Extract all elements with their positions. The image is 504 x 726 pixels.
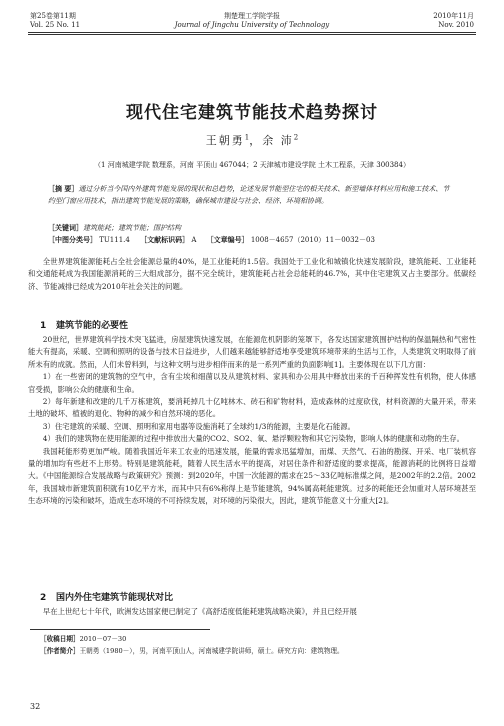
paragraph: 1）在一些密闭的建筑物的空气中，含有尘埃和细菌以及从建筑材料、家具和办公用具中释放出来的千百种挥发性有机物，使人体感官受损，影响公众的健康和生命。	[28, 372, 476, 394]
intro-paragraph	[28, 256, 476, 293]
journal-name-en: Journal of Jingchu University of Technology	[174, 21, 330, 29]
journal-volume: 第25卷第11期	[30, 12, 76, 20]
keywords-text: 建筑能耗；建筑节能；围护结构	[83, 224, 181, 232]
class-label: ［中图分类号］	[48, 235, 97, 244]
section-heading	[40, 590, 173, 603]
section-title: 建筑节能的必要性	[56, 321, 129, 331]
abstract	[48, 183, 456, 207]
received-label: ［收稿日期］	[40, 635, 80, 643]
abstract-text: 通过分析当今国内外建筑节能发展的现状和总趋势，论述发展节能型住宅的相关技术、新型墙体材料应用和施工技术、节约型门窗应用技术，指出建筑节能发展的策略，确保城市建设与社会、经济、环境相协调。	[48, 185, 450, 205]
author-bio: 王朝勇（1980－），男，河南平顶山人，河南城建学院讲师，硕士。研究方向：建筑物理。	[79, 647, 344, 655]
keywords-label: ［关键词］	[48, 223, 83, 232]
paragraph: 早在上世纪七十年代，欧洲发达国家便已制定了《高舒适度低能耗建筑战略决策》，并且已经开展	[42, 607, 357, 616]
section-2-body	[28, 606, 476, 618]
author-name: 余 沛	[262, 134, 294, 147]
article-id-value: 1008－4657（2010）11－0032－03	[250, 236, 375, 244]
doc-code-label: ［文献标识码］	[140, 235, 190, 244]
affiliation: （1 河南城建学院 数理系，河南 平顶山 467044；2 天津城市建设学院 土木工程系，天津 300384）	[94, 161, 410, 169]
article-id-label: ［文章编号］	[206, 235, 249, 244]
class-value: TU111.4	[99, 236, 130, 244]
issue-date-en: Nov. 2010	[438, 21, 474, 29]
section-heading	[40, 318, 128, 331]
doc-code-value: A	[191, 236, 197, 244]
page-number: 32	[30, 702, 41, 711]
author-separator: ，	[249, 134, 263, 147]
header-rule	[28, 32, 476, 33]
paragraph: 2）每年新建和改建的几千万栋建筑，要消耗掉几十亿吨林木、砖石和矿物材料，造成森林的过度砍伐，材料资源的大量开采，带来土地的破坏、植被的退化、物种的减少和自然环境的恶化。	[28, 397, 476, 419]
author-affil-mark: 2	[293, 133, 299, 142]
received-date: 2010－07－30	[79, 635, 127, 643]
section-title: 国内外住宅建筑节能现状对比	[56, 593, 174, 603]
author-line	[0, 132, 504, 148]
paragraph: 我国耗能形势更加严峻。随着我国近年来工农业的迅速发展，能量的需求迅猛增加，而煤、天然气、石油的勘探、开采、电厂装机容量的增加均有些赶不上形势。特别是建筑能耗，随着人民生活水平的提高，对居住条件和舒适度的要求提高，能源消耗的比例将日益增大。《中国能源综合发展战略与政策研究》预测：到2020年，中国一次能源的需求在25～33亿吨标准煤之间，是2002年的2.2倍。2002年，我国城市新建筑面积就有10亿平方米，而其中只有6%称得上是节能建筑，94%属高耗能建筑。过多的耗能还会加重对人居环境甚至生态环境的污染和破坏，造成生态环境的不可持续发展，对环境的污染很大，因此，建筑节能意义十分重大[2]。	[28, 446, 476, 506]
section-number: 1	[40, 321, 47, 331]
paragraph: 3）住宅建筑的采暖、空调、照明和家用电器等设施消耗了全球约1/3的能源，主要是化石能源。	[42, 421, 356, 431]
journal-volume-en: Vol. 25 No. 11	[30, 21, 81, 29]
author-name: 王朝勇	[205, 134, 245, 147]
journal-name: 荆楚理工学院学报	[224, 12, 280, 20]
footnote-rule	[30, 629, 210, 630]
section-number: 2	[40, 593, 47, 603]
paragraph: 全世界建筑能源能耗占全社会能源总量的40%，是工业能耗的1.5倍。我国处于工业化和城镇化快速发展阶段，建筑能耗、工业能耗和交通能耗成为我国能源消耗的三大组成部分，据不完全统计，建筑能耗占社会总能耗的46.7%，其中住宅建筑又占主要部分。低碳经济、节能减排已经成为2010年社会关注的问题。	[28, 257, 476, 291]
keywords	[48, 222, 456, 234]
issue-date: 2010年11月	[433, 12, 474, 20]
author-bio-label: ［作者简介］	[40, 647, 80, 655]
paragraph: 4）我们的建筑物在使用能源的过程中排放出大量的CO2、SO2、氧、悬浮颗粒物和其它污染物，影响人体的健康和动物的生存。	[42, 434, 465, 444]
author-bio-note	[40, 646, 344, 657]
article-title: 现代住宅建筑节能技术趋势探讨	[126, 103, 378, 123]
paragraph: 20世纪，世界建筑科学技术突飞猛进，房屋建筑快速发展，在能源危机阴影的笼罩下，各发达国家建筑围护结构的保温隔热和气密性能大有提高，采暖、空调和照明的设备与技术日益进步，人们越来越能够舒适地享受建筑环境带来的生活与工作，人类建筑文明取得了前所未有的成就。然而，人们未曾料到，与这种文明与进步相伴而来的是一系列严重的负面影响[1]。主要体现在以下几方面：	[28, 335, 476, 369]
author-affil-mark: 1	[244, 133, 250, 142]
header-rule-thin	[28, 34, 476, 35]
abstract-label: ［摘 要］	[48, 184, 79, 193]
classification-line	[48, 234, 456, 246]
section-1-body	[28, 334, 476, 508]
received-date-note	[40, 634, 126, 645]
